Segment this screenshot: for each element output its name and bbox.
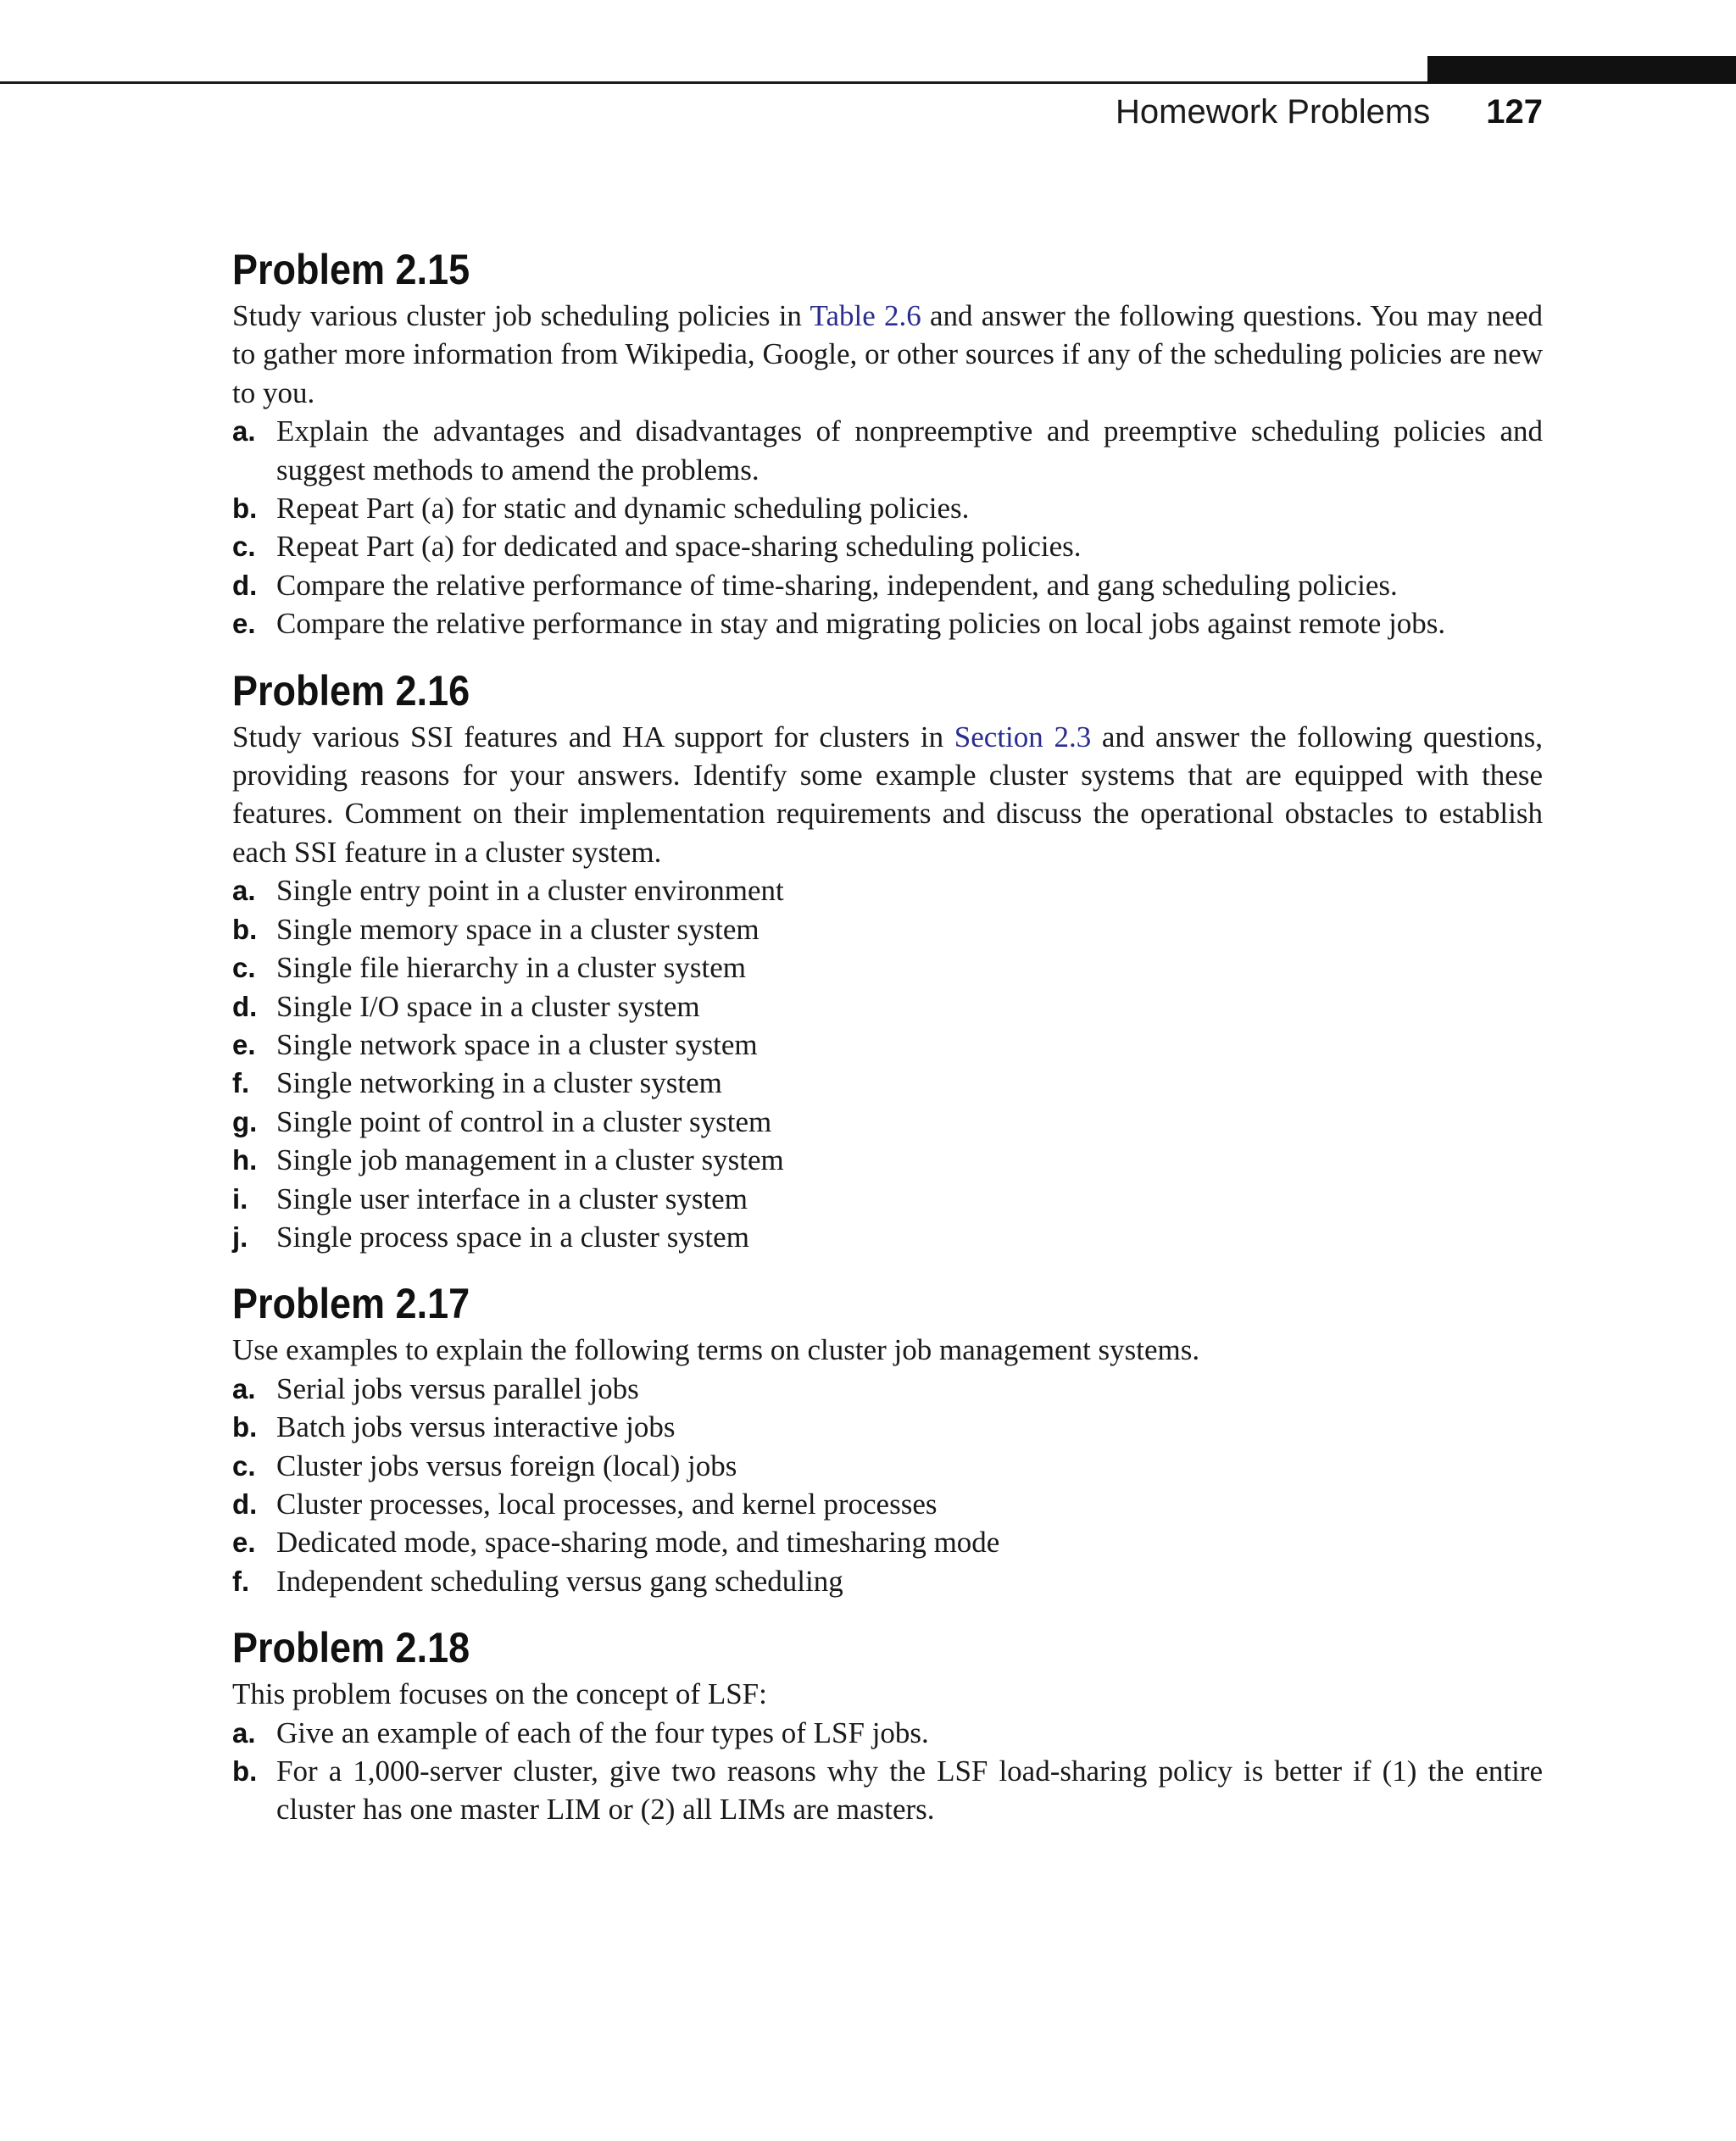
list-item	[232, 1714, 1543, 1752]
intro-text: and answer the following questions, providing reasons for your answers. Identify some example cluster systems that are equipped with these features. Comment on their implementation requirements and discuss the operational obstacles to establish each SSI feature in a cluster system.	[232, 720, 1544, 869]
list-item	[232, 412, 1543, 489]
item-text: For a 1,000-server cluster, give two reasons why the LSF load-sharing policy is better if (1) the entire cluster has one master LIM or (2) all LIMs are masters.	[276, 1755, 1543, 1827]
item-text: Independent scheduling versus gang scheduling	[276, 1564, 843, 1598]
problem-items	[232, 1370, 1543, 1600]
list-item	[232, 1064, 1543, 1102]
problem-2-16	[232, 664, 1543, 1257]
page-content	[232, 242, 1543, 1829]
list-item	[232, 987, 1543, 1026]
list-item	[232, 1141, 1543, 1179]
item-letter: c.	[232, 531, 256, 563]
item-letter: j.	[232, 1221, 248, 1253]
item-text: Single user interface in a cluster system	[276, 1182, 748, 1215]
item-letter: a.	[232, 1716, 256, 1749]
item-text: Single point of control in a cluster system	[276, 1104, 772, 1138]
item-text: Dedicated mode, space-sharing mode, and timesharing mode	[276, 1526, 1000, 1560]
item-text: Give an example of each of the four types of LSF jobs.	[276, 1716, 929, 1749]
problem-intro	[232, 718, 1543, 872]
table-link[interactable]: Table 2.6	[810, 299, 921, 332]
list-item	[232, 1026, 1543, 1064]
list-item	[232, 489, 1543, 527]
running-header	[1116, 93, 1543, 144]
item-text: Repeat Part (a) for static and dynamic scheduling policies.	[276, 492, 970, 526]
item-letter: b.	[232, 913, 258, 945]
problem-2-17	[232, 1276, 1543, 1600]
problem-items	[232, 412, 1543, 642]
item-text: Single I/O space in a cluster system	[276, 989, 700, 1023]
problem-intro: This problem focuses on the concept of LSF:	[232, 1677, 767, 1711]
running-title: Homework Problems	[1116, 93, 1431, 131]
item-letter: i.	[232, 1182, 248, 1215]
problem-items	[232, 871, 1543, 1256]
list-item	[232, 1752, 1543, 1829]
problem-intro: Use examples to explain the following terms on cluster job management systems.	[232, 1333, 1200, 1367]
list-item	[232, 604, 1543, 642]
list-item	[232, 1562, 1543, 1600]
problem-heading: Problem 2.15	[232, 246, 470, 293]
item-text: Compare the relative performance of time-sharing, independent, and gang scheduling policies.	[276, 568, 1398, 602]
item-letter: a.	[232, 415, 256, 448]
section-link[interactable]: Section 2.3	[954, 720, 1092, 754]
item-letter: d.	[232, 1488, 258, 1520]
item-text: Cluster jobs versus foreign (local) jobs	[276, 1449, 737, 1482]
list-item	[232, 1523, 1543, 1561]
item-text: Single entry point in a cluster environment	[276, 874, 784, 908]
item-text: Single file hierarchy in a cluster system	[276, 951, 747, 985]
item-text: Explain the advantages and disadvantages of nonpreemptive and preemptive scheduling policies and suggest methods to amend the problems.	[276, 414, 1543, 487]
list-item	[232, 527, 1543, 565]
item-letter: f.	[232, 1067, 250, 1099]
item-letter: b.	[232, 492, 258, 525]
item-letter: e.	[232, 1527, 256, 1559]
list-item	[232, 1485, 1543, 1523]
problem-heading: Problem 2.17	[232, 1280, 470, 1328]
item-text: Compare the relative performance in stay and migrating policies on local jobs against remote jobs.	[276, 607, 1446, 641]
intro-text: and answer the following questions. You may need to gather more information from Wikipedia, Google, or other sources if any of the scheduling policies are new to you.	[232, 299, 1543, 409]
list-item	[232, 1447, 1543, 1485]
list-item	[232, 1408, 1543, 1446]
page-number: 127	[1486, 93, 1543, 131]
item-letter: c.	[232, 1449, 256, 1482]
item-letter: a.	[232, 1372, 256, 1404]
item-letter: g.	[232, 1105, 258, 1137]
item-letter: d.	[232, 569, 258, 601]
list-item	[232, 1180, 1543, 1218]
problem-items	[232, 1714, 1543, 1829]
problem-heading: Problem 2.18	[232, 1624, 470, 1672]
item-letter: h.	[232, 1144, 258, 1176]
list-item	[232, 948, 1543, 987]
item-letter: c.	[232, 952, 256, 984]
item-letter: a.	[232, 875, 256, 907]
item-text: Serial jobs versus parallel jobs	[276, 1371, 639, 1405]
intro-text: Study various SSI features and HA support for clusters in	[232, 720, 954, 754]
item-letter: b.	[232, 1411, 258, 1443]
list-item	[232, 1218, 1543, 1256]
problem-2-15	[232, 242, 1543, 643]
problem-2-18	[232, 1621, 1543, 1829]
item-text: Single job management in a cluster system	[276, 1143, 784, 1177]
list-item	[232, 910, 1543, 948]
item-letter: b.	[232, 1755, 258, 1787]
list-item	[232, 566, 1543, 604]
item-text: Cluster processes, local processes, and kernel processes	[276, 1487, 938, 1521]
item-letter: e.	[232, 608, 256, 640]
item-letter: e.	[232, 1028, 256, 1060]
header-tab-block	[1427, 56, 1736, 83]
item-text: Single memory space in a cluster system	[276, 912, 760, 946]
item-text: Repeat Part (a) for dedicated and space-sharing scheduling policies.	[276, 530, 1082, 564]
list-item	[232, 1103, 1543, 1141]
intro-text: Study various cluster job scheduling policies in	[232, 299, 810, 332]
item-letter: f.	[232, 1565, 250, 1597]
item-text: Single networking in a cluster system	[276, 1066, 722, 1100]
item-text: Single network space in a cluster system	[276, 1027, 758, 1061]
item-letter: d.	[232, 990, 258, 1022]
item-text: Batch jobs versus interactive jobs	[276, 1410, 676, 1444]
item-text: Single process space in a cluster system	[276, 1220, 749, 1254]
list-item	[232, 871, 1543, 909]
problem-heading: Problem 2.16	[232, 666, 470, 715]
list-item	[232, 1370, 1543, 1408]
problem-intro	[232, 297, 1543, 412]
